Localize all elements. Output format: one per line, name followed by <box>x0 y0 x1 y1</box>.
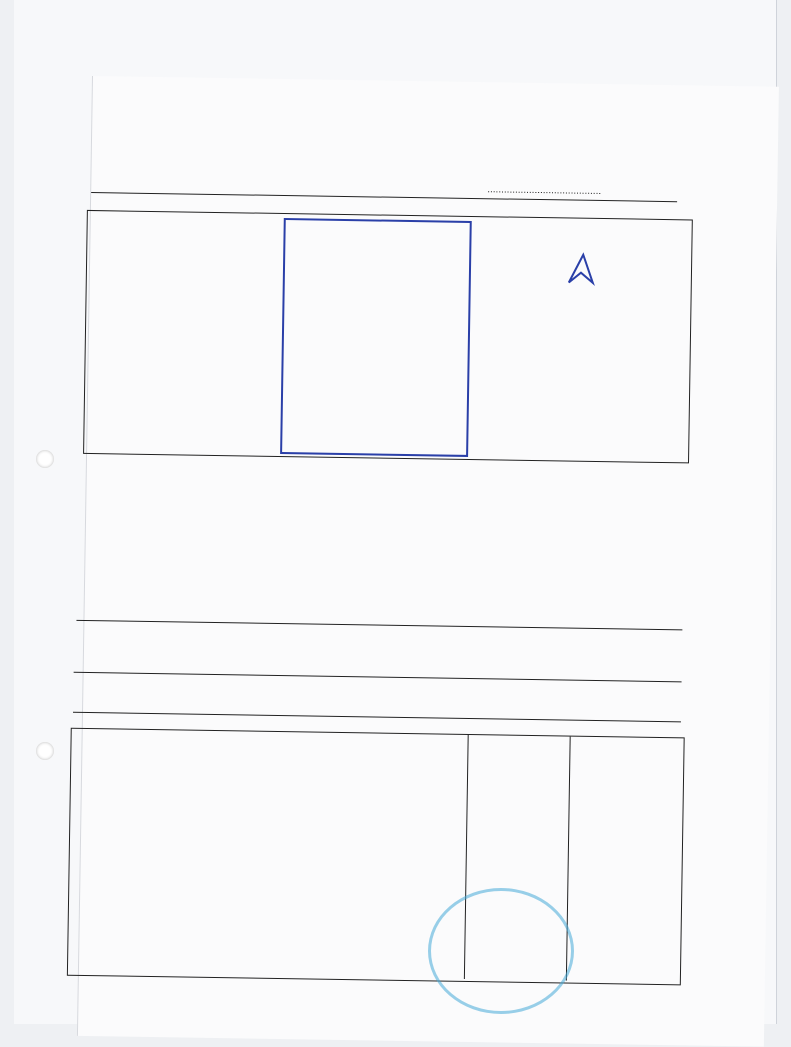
stoniness-panel <box>67 728 685 986</box>
binder-hole-bottom <box>36 742 54 760</box>
stoniness-col-a-rows <box>469 735 569 737</box>
sketch-area <box>83 210 693 463</box>
site-description-form <box>77 76 779 1047</box>
representative-value <box>282 171 362 172</box>
coord-header-corner-right <box>400 499 440 500</box>
coord-system-rule <box>76 620 682 631</box>
coordinate-table <box>85 456 691 605</box>
stoniness-col-b-rows <box>571 737 683 739</box>
north-arrow-icon <box>565 248 606 289</box>
sketch-plot-outline <box>280 218 472 457</box>
officer-value <box>620 148 700 149</box>
office-stamp <box>428 888 574 1014</box>
stoniness-column-b <box>566 737 683 983</box>
aspect-rule <box>74 672 682 683</box>
telephone-dots: ......................................... <box>487 184 602 198</box>
binder-hole-top <box>36 450 54 468</box>
altitude-rule <box>73 712 681 723</box>
coord-header-corner-left <box>99 484 139 485</box>
